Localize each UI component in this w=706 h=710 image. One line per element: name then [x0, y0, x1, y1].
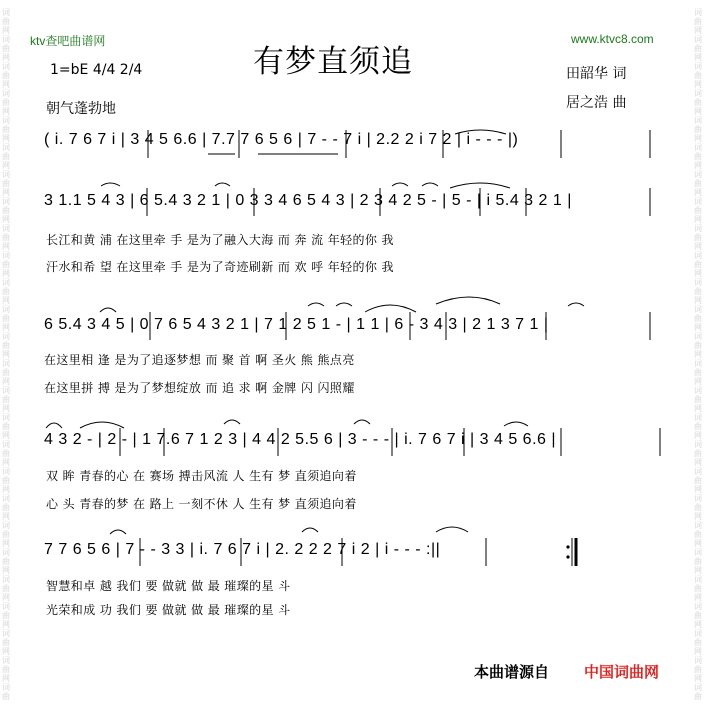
watermark-glyph: 曲 — [694, 17, 702, 26]
watermark-glyph: 词 — [694, 386, 702, 395]
watermark-glyph: 词 — [694, 440, 702, 449]
watermark-glyph: 曲 — [694, 287, 702, 296]
watermark-glyph: 词 — [2, 305, 10, 314]
watermark-glyph: 词 — [2, 143, 10, 152]
watermark-glyph: 曲 — [2, 611, 10, 620]
score-line-4-marks — [40, 408, 670, 462]
lyric-line-5a: 智慧和卓 越 我们 要 做就 做 最 璀璨的星 斗 — [46, 579, 291, 593]
watermark-glyph: 词 — [694, 197, 702, 206]
watermark-glyph: 网 — [2, 188, 10, 197]
watermark-glyph: 网 — [694, 134, 702, 143]
watermark-glyph: 曲 — [2, 71, 10, 80]
watermark-glyph: 词 — [2, 278, 10, 287]
score-line-1: ( i. 7 6 7 i | 3 4 5 6.6 | 7.7 7 6 5 6 | 7 - - 7 i | 2.2 2 i 7 2 | i - - - |) — [44, 131, 519, 148]
watermark-glyph: 网 — [694, 539, 702, 548]
watermark-glyph: 网 — [2, 674, 10, 683]
watermark-glyph: 网 — [2, 80, 10, 89]
watermark-glyph: 曲 — [694, 206, 702, 215]
watermark-glyph: 曲 — [694, 584, 702, 593]
watermark-glyph: 曲 — [694, 395, 702, 404]
watermark-glyph: 网 — [694, 269, 702, 278]
watermark-glyph: 网 — [694, 80, 702, 89]
watermark-glyph: 网 — [2, 566, 10, 575]
song-title: 有梦直须追 — [253, 44, 413, 80]
watermark-glyph: 词 — [2, 413, 10, 422]
lyric-line-4a: 双 眸 青春的心 在 赛场 搏击风流 人 生有 梦 直须追向着 — [46, 469, 357, 483]
watermark-glyph: 词 — [2, 629, 10, 638]
watermark-glyph: 网 — [694, 53, 702, 62]
watermark-glyph: 曲 — [2, 98, 10, 107]
watermark-glyph: 曲 — [694, 152, 702, 161]
score-line-3-marks — [40, 294, 670, 346]
watermark-glyph: 词 — [2, 332, 10, 341]
watermark-glyph: 网 — [2, 485, 10, 494]
key-signature: 1=bE 4/4 2/4 — [50, 62, 143, 78]
watermark-glyph: 词 — [2, 62, 10, 71]
watermark-glyph: 曲 — [694, 44, 702, 53]
watermark-glyph: 词 — [2, 683, 10, 692]
watermark-glyph: 曲 — [2, 368, 10, 377]
watermark-glyph: 词 — [2, 440, 10, 449]
lyric-line-4b: 心 头 青春的梦 在 路上 一刻不休 人 生有 梦 直须追向着 — [46, 497, 357, 511]
watermark-glyph: 词 — [2, 602, 10, 611]
lyric-line-3b: 在这里拼 搏 是为了梦想绽放 而 追 求 啊 金牌 闪 闪照耀 — [44, 381, 355, 395]
watermark-glyph: 曲 — [2, 395, 10, 404]
watermark-glyph: 网 — [694, 458, 702, 467]
watermark-glyph: 网 — [694, 431, 702, 440]
lyric-line-3a: 在这里相 逢 是为了追逐梦想 而 聚 首 啊 圣火 熊 熊点亮 — [44, 353, 355, 367]
watermark-glyph: 曲 — [2, 449, 10, 458]
watermark-glyph: 曲 — [694, 71, 702, 80]
watermark-glyph: 词 — [694, 521, 702, 530]
score-line-5: 7 7 6 5 6 | 7 - - 3 3 | i. 7 6 7 i | 2. 2 2 2 7 i 2 | i - - - :|| — [44, 541, 441, 558]
watermark-glyph: 曲 — [2, 179, 10, 188]
watermark-glyph: 曲 — [2, 233, 10, 242]
watermark-glyph: 词 — [2, 35, 10, 44]
watermark-glyph: 网 — [694, 188, 702, 197]
watermark-glyph: 曲 — [694, 530, 702, 539]
watermark-glyph: 网 — [2, 161, 10, 170]
watermark-glyph: 网 — [2, 647, 10, 656]
watermark-glyph: 词 — [694, 494, 702, 503]
watermark-glyph: 曲 — [2, 638, 10, 647]
watermark-glyph: 网 — [2, 215, 10, 224]
lyric-line-2a: 长江和黄 浦 在这里牵 手 是为了融入大海 而 奔 流 年轻的你 我 — [46, 233, 394, 247]
watermark-glyph: 网 — [2, 377, 10, 386]
watermark-glyph: 词 — [2, 197, 10, 206]
watermark-glyph: 词 — [694, 467, 702, 476]
watermark-glyph: 曲 — [694, 368, 702, 377]
watermark-glyph: 曲 — [2, 152, 10, 161]
score-line-2: 3 1.1 5 4 3 | 6 5.4 3 2 1 | 0 3 3 4 6 5 4 3 | 2 3 4 2 5 - | 5 - | i 5.4 3 2 1 | — [44, 192, 572, 209]
watermark-glyph: 曲 — [2, 584, 10, 593]
watermark-glyph: 网 — [2, 323, 10, 332]
watermark-glyph: 曲 — [694, 233, 702, 242]
watermark-glyph: 词 — [694, 656, 702, 665]
watermark-glyph: 网 — [694, 350, 702, 359]
right-watermark-strip — [692, 0, 706, 710]
score-line-1-marks — [40, 124, 670, 164]
watermark-glyph: 词 — [694, 35, 702, 44]
watermark-glyph: 曲 — [694, 341, 702, 350]
watermark-glyph: 网 — [2, 512, 10, 521]
watermark-glyph: 词 — [2, 251, 10, 260]
watermark-glyph: 网 — [694, 296, 702, 305]
watermark-glyph: 网 — [2, 53, 10, 62]
watermark-glyph: 网 — [2, 269, 10, 278]
watermark-glyph: 词 — [2, 116, 10, 125]
tempo-mood: 朝气蓬勃地 — [46, 101, 116, 117]
watermark-glyph: 词 — [694, 683, 702, 692]
watermark-glyph: 词 — [2, 656, 10, 665]
watermark-glyph: 网 — [2, 107, 10, 116]
score-line-3: 6 5.4 3 4 5 | 0 7 6 5 4 3 2 1 | 7 1 2 5 1 - | 1 1 | 6 - 3 4 3 | 2 1 3 7 1 | — [44, 316, 549, 333]
watermark-glyph: 词 — [694, 251, 702, 260]
watermark-glyph: 曲 — [694, 692, 702, 701]
watermark-glyph: 网 — [694, 215, 702, 224]
watermark-glyph: 曲 — [694, 665, 702, 674]
watermark-glyph: 网 — [694, 593, 702, 602]
watermark-glyph: 词 — [2, 386, 10, 395]
watermark-glyph: 网 — [694, 377, 702, 386]
watermark-glyph: 词 — [2, 89, 10, 98]
lyric-line-2b: 汗水和希 望 在这里牵 手 是为了奇迹刷新 而 欢 呼 年轻的你 我 — [46, 260, 394, 274]
watermark-glyph: 曲 — [694, 557, 702, 566]
watermark-glyph: 词 — [694, 8, 702, 17]
watermark-glyph: 词 — [694, 413, 702, 422]
watermark-glyph: 词 — [2, 170, 10, 179]
watermark-glyph: 词 — [694, 224, 702, 233]
watermark-glyph: 曲 — [694, 476, 702, 485]
watermark-glyph: 词 — [694, 116, 702, 125]
watermark-glyph: 网 — [694, 566, 702, 575]
watermark-glyph: 网 — [694, 161, 702, 170]
watermark-glyph: 网 — [694, 107, 702, 116]
site-url-right[interactable]: www.ktvc8.com — [571, 32, 654, 46]
watermark-glyph: 网 — [694, 512, 702, 521]
watermark-glyph: 词 — [694, 305, 702, 314]
watermark-glyph: 词 — [2, 494, 10, 503]
watermark-glyph: 网 — [694, 620, 702, 629]
watermark-glyph: 词 — [694, 629, 702, 638]
watermark-glyph: 网 — [2, 242, 10, 251]
watermark-glyph: 网 — [694, 242, 702, 251]
watermark-glyph: 网 — [2, 458, 10, 467]
watermark-glyph: 曲 — [694, 503, 702, 512]
score-line-5-marks — [40, 516, 670, 572]
watermark-glyph: 词 — [694, 143, 702, 152]
watermark-glyph: 曲 — [2, 260, 10, 269]
watermark-glyph: 网 — [2, 593, 10, 602]
watermark-glyph: 网 — [694, 323, 702, 332]
watermark-glyph: 曲 — [2, 665, 10, 674]
watermark-glyph: 曲 — [694, 314, 702, 323]
watermark-glyph: 曲 — [2, 125, 10, 134]
watermark-glyph: 词 — [2, 548, 10, 557]
watermark-glyph: 曲 — [694, 179, 702, 188]
lyricist: 田韶华 词 — [566, 66, 627, 82]
watermark-glyph: 曲 — [2, 44, 10, 53]
watermark-glyph: 曲 — [2, 17, 10, 26]
watermark-glyph: 曲 — [2, 503, 10, 512]
site-name-left[interactable]: ktv查吧曲谱网 — [30, 34, 106, 48]
watermark-glyph: 曲 — [694, 611, 702, 620]
watermark-glyph: 词 — [694, 89, 702, 98]
watermark-glyph: 曲 — [2, 692, 10, 701]
watermark-glyph: 曲 — [694, 125, 702, 134]
watermark-glyph: 词 — [2, 467, 10, 476]
watermark-glyph: 网 — [694, 26, 702, 35]
watermark-glyph: 网 — [2, 350, 10, 359]
watermark-glyph: 曲 — [2, 206, 10, 215]
watermark-glyph: 曲 — [2, 557, 10, 566]
watermark-glyph: 词 — [2, 521, 10, 530]
watermark-glyph: 曲 — [2, 314, 10, 323]
watermark-glyph: 曲 — [694, 422, 702, 431]
watermark-glyph: 网 — [2, 26, 10, 35]
watermark-glyph: 词 — [694, 575, 702, 584]
watermark-glyph: 曲 — [2, 287, 10, 296]
watermark-glyph: 曲 — [2, 422, 10, 431]
watermark-glyph: 网 — [2, 404, 10, 413]
watermark-glyph: 词 — [694, 62, 702, 71]
watermark-glyph: 曲 — [2, 341, 10, 350]
watermark-glyph: 词 — [694, 602, 702, 611]
left-watermark-strip — [0, 0, 14, 710]
watermark-glyph: 网 — [694, 485, 702, 494]
watermark-glyph: 词 — [2, 224, 10, 233]
watermark-glyph: 曲 — [2, 476, 10, 485]
source-label: 本曲谱源自 — [474, 663, 550, 681]
score-line-4: 4 3 2 - | 2 - | 1 7.6 7 1 2 3 | 4 4 2 5.5 6 | 3 - - - | i. 7 6 7 i | 3 4 5 6.6 | — [44, 431, 557, 448]
watermark-glyph: 网 — [2, 134, 10, 143]
source-site-link[interactable]: 中国词曲网 — [584, 663, 660, 681]
watermark-glyph: 曲 — [2, 530, 10, 539]
watermark-glyph: 词 — [694, 359, 702, 368]
lyric-line-5b: 光荣和成 功 我们 要 做就 做 最 璀璨的星 斗 — [46, 603, 291, 617]
composer: 居之浩 曲 — [566, 95, 627, 111]
watermark-glyph: 曲 — [694, 260, 702, 269]
score-line-2-marks — [40, 174, 670, 222]
watermark-glyph: 曲 — [694, 98, 702, 107]
watermark-glyph: 网 — [2, 620, 10, 629]
watermark-glyph: 词 — [694, 170, 702, 179]
watermark-glyph: 词 — [2, 359, 10, 368]
watermark-glyph: 词 — [694, 332, 702, 341]
watermark-glyph: 网 — [2, 296, 10, 305]
watermark-glyph: 词 — [2, 8, 10, 17]
watermark-glyph: 网 — [694, 647, 702, 656]
watermark-glyph: 词 — [694, 278, 702, 287]
watermark-glyph: 网 — [694, 674, 702, 683]
watermark-glyph: 网 — [2, 431, 10, 440]
watermark-glyph: 网 — [2, 539, 10, 548]
watermark-glyph: 词 — [2, 575, 10, 584]
watermark-glyph: 曲 — [694, 449, 702, 458]
watermark-glyph: 词 — [694, 548, 702, 557]
watermark-glyph: 曲 — [694, 638, 702, 647]
watermark-glyph: 网 — [694, 404, 702, 413]
